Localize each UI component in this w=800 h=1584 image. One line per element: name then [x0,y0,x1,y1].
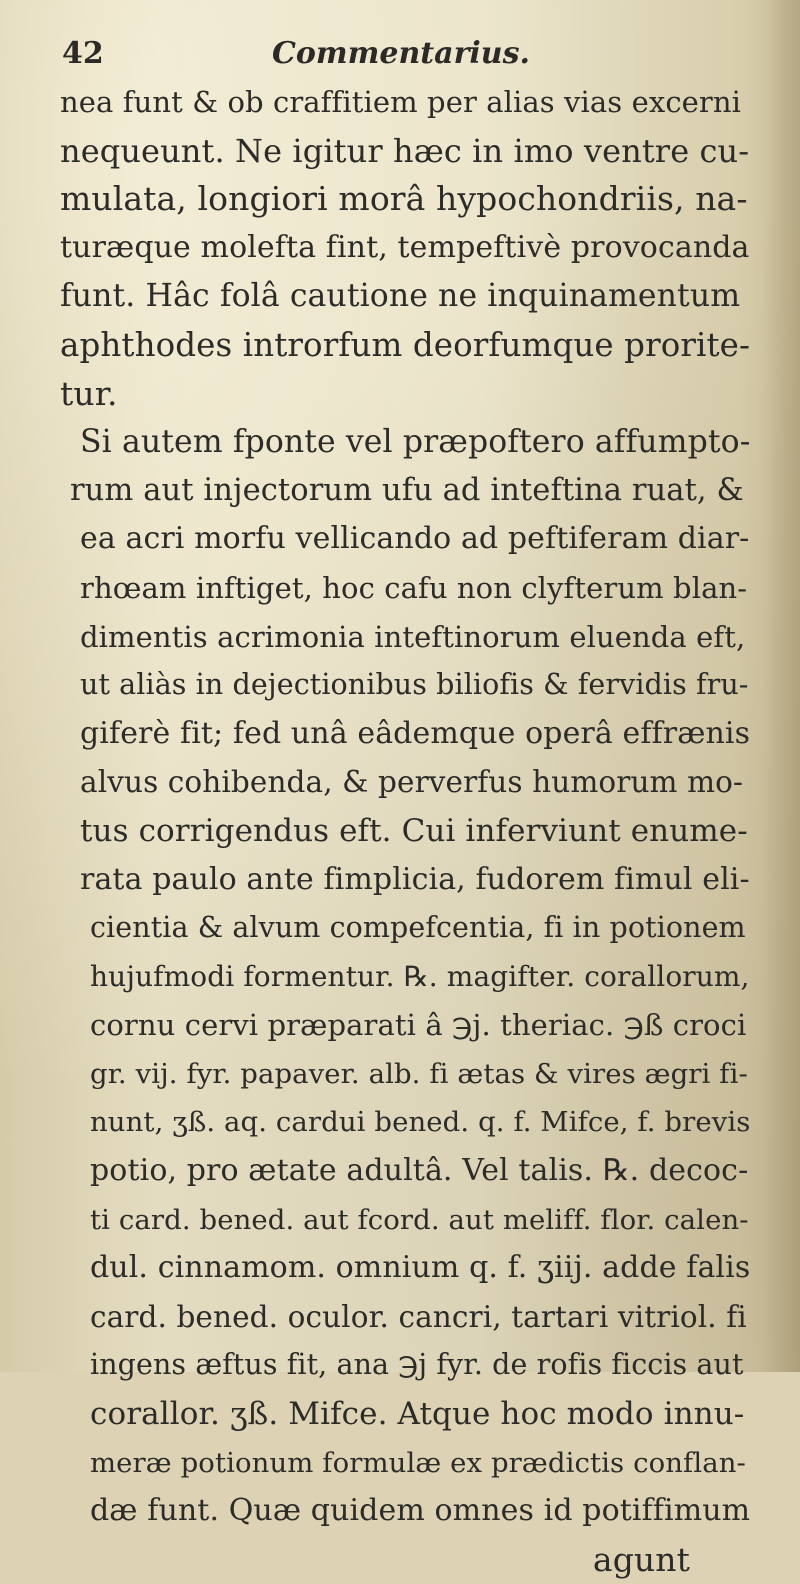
page-header [62,36,742,76]
text-line: potio, pro ætate adultâ. Vel talis. ℞. decoc- [90,1153,749,1189]
text-line: nequeunt. Ne igitur hæc in imo ventre cu- [60,131,750,170]
text-line: tur. [60,373,118,413]
text-line: hujufmodi formentur. ℞. magifter. corallorum, [90,959,750,993]
text-line: rata paulo ante fimplicia, fudorem fimul eli- [80,861,750,897]
text-line: dæ funt. Quæ quidem omnes id potiffimum [90,1493,751,1529]
text-line: nea funt & ob craffitiem per alias vias excerni [60,85,742,119]
text-line: meræ potionum formulæ ex prædictis conflan- [90,1446,746,1479]
text-body [60,78,750,1584]
text-line: ti card. bened. aut fcord. aut meliff. flor. calen- [90,1203,749,1236]
text-line: gr. vij. fyr. papaver. alb. fi ætas & vires ægri fi- [90,1057,748,1090]
catchword: agunt [592,1539,690,1579]
text-line: mulata, longiori morâ hypochondriis, na- [60,179,748,219]
text-line: funt. Hâc folâ cautione ne inquinamentum [60,278,741,315]
text-line: cornu cervi præparati â ℈j. theriac. ℈ß croci [90,1008,747,1043]
text-line: tus corrigendus eft. Cui inferviunt enume- [80,812,748,849]
text-line: card. bened. oculor. cancri, tartari vitriol. fi [90,1299,747,1334]
text-line: rum aut injectorum ufu ad inteftina ruat, & [70,472,744,508]
text-line: dul. cinnamom. omnium q. f. ʒiij. adde falis [90,1250,751,1286]
text-line: cientia & alvum compefcentia, fi in potionem [90,911,746,945]
page-number: 42 [62,36,104,71]
text-line: aphthodes introrfum deorfumque prorite- [60,325,751,364]
text-line: nunt, ʒß. aq. cardui bened. q. f. Mifce, f. brevis [90,1106,751,1139]
text-line: ingens æftus fit, ana ℈j fyr. de rofis ficcis aut [90,1348,744,1382]
text-line: dimentis acrimonia inteftinorum eluenda eft, [80,619,746,654]
running-head: Commentarius. [272,36,530,71]
text-line: alvus cohibenda, & perverfus humorum mo- [80,765,744,800]
text-line: turæque molefta fint, tempeftivè provocanda [60,229,750,265]
page-edge-shadow [762,0,800,1372]
text-line: ea acri morfu vellicando ad peftiferam diar- [80,521,750,557]
text-line: giferè fit; fed unâ eâdemque operâ effrænis [80,715,751,751]
text-line: corallor. ʒß. Mifce. Atque hoc modo innu- [90,1396,745,1433]
text-line: Si autem fponte vel præpoftero affumpto- [80,424,751,461]
text-line: rhœam inftiget, hoc cafu non clyfterum blan- [80,570,748,605]
text-line: ut aliàs in dejectionibus biliofis & fervidis fru- [80,668,749,702]
